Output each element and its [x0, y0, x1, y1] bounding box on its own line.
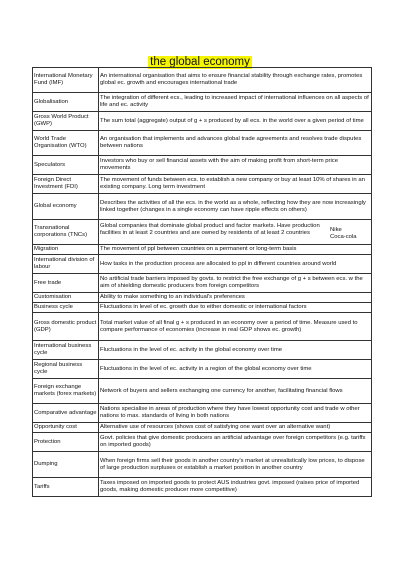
definition-cell: [99, 68, 372, 93]
example-item: Coca-cola: [330, 234, 357, 240]
table-row: [33, 341, 372, 360]
term-cell: Globalisation: [33, 93, 99, 112]
term-cell: Gross domestic product (GDP): [33, 313, 99, 341]
table-row: [33, 404, 372, 423]
table-row: [33, 194, 372, 220]
definition-text: The movement of funds between ecs. to establish a new company or buy at least 10% of shares in an existing company. Long term investment: [100, 177, 365, 190]
definition-cell: [99, 194, 372, 220]
term-cell: World Trade Organisation (WTO): [33, 131, 99, 156]
term-cell: Protection: [33, 433, 99, 452]
term-cell: Migration: [33, 245, 99, 255]
definition-cell: [99, 220, 372, 245]
definition-text: Total market value of all final g + s produced in an economy over a period of time. Measure used to compare performance of economies (increase in real GDP shows ec. growth): [100, 319, 358, 333]
definition-text: The sum total (aggregate) output of g + s produced by all ecs. in the world over a given period of time: [100, 117, 364, 124]
definition-cell: [99, 156, 372, 175]
definition-text: The movement of ppl between countries on a permanent or long-term basis: [100, 246, 297, 253]
definition-cell: [99, 131, 372, 156]
table-row: [33, 293, 372, 303]
table-row: [33, 360, 372, 379]
table-row: [33, 313, 372, 341]
table-row: [33, 175, 372, 194]
definition-text: Govt. policies that give domestic producers an artificial advantage over foreign competitors (e.g. tariffs on imported goods): [100, 435, 366, 448]
term-cell: Speculators: [33, 156, 99, 175]
table-row: [33, 274, 372, 293]
definition-cell: [99, 293, 372, 303]
definition-cell: [99, 433, 372, 452]
term-cell: International division of labour: [33, 255, 99, 274]
term-cell: International business cycle: [33, 341, 99, 360]
definition-text: Fluctuations in the level of ec. activity in the global economy over time: [100, 346, 283, 353]
glossary-table: [32, 67, 372, 497]
term-cell: Transnational corporations (TNCs): [33, 220, 99, 245]
table-row: [33, 220, 372, 245]
definition-cell: [99, 245, 372, 255]
definition-cell: [99, 379, 372, 404]
definition-text: Describes the activities of all the ecs. in the world as a whole, reflecting how they are now increasingly linked together (changes in a single economy can have ripple effects on others): [100, 199, 366, 213]
table-row: [33, 255, 372, 274]
definition-cell: [99, 93, 372, 112]
definition-text: Taxes imposed on imported goods to protect AUS industries govt. imposed (raises price of imported goods, making domestic producer more competitive): [100, 480, 360, 493]
definition-cell: [99, 452, 372, 478]
definition-cell: [99, 478, 372, 497]
definition-cell: [99, 360, 372, 379]
term-cell: Regional business cycle: [33, 360, 99, 379]
table-row: [33, 112, 372, 131]
definition-text: When foreign firms sell their goods in another country's market at unrealistically low prices, to dispose of large production surpluses or establish a market position in another country: [100, 457, 365, 471]
definition-text: Global companies that dominate global product and factor markets. Have production facilities in at least 2 countries and are owned by residents of at least 2 countries: [100, 223, 320, 236]
definition-cell: [99, 341, 372, 360]
term-cell: Global economy: [33, 194, 99, 220]
term-cell: Customisation: [33, 293, 99, 303]
definition-text: Nations specialise in areas of production where they have lowest opportunity cost and trade w other nations to max. standards of living in both nations: [100, 406, 360, 419]
definition-cell: [99, 404, 372, 423]
definition-text: Network of buyers and sellers exchanging one currency for another, facilitating financial flows: [100, 387, 343, 394]
definition-cell: [99, 255, 372, 274]
term-cell: International Monetary Fund (IMF): [33, 68, 99, 93]
table-row: [33, 156, 372, 175]
term-cell: Opportunity cost: [33, 423, 99, 433]
term-cell: Business cycle: [33, 303, 99, 313]
table-row: [33, 93, 372, 112]
definition-cell: [99, 313, 372, 341]
definition-cell: [99, 423, 372, 433]
table-row: [33, 478, 372, 497]
term-cell: Comparative advantage: [33, 404, 99, 423]
term-cell: Gross World Product (GWP): [33, 112, 99, 131]
definition-cell: [99, 175, 372, 194]
table-row: [33, 245, 372, 255]
definition-text: Investors who buy or sell financial assets with the aim of making profit from short-term price movements: [100, 158, 339, 171]
examples-note: [326, 223, 370, 241]
page-title: the global economy: [150, 56, 250, 68]
term-cell: Foreign Direct Investment (FDI): [33, 175, 99, 194]
definition-text: Fluctuations in the level of ec. activity in a region of the global economy over time: [100, 365, 312, 372]
definition-text: The integration of different ecs., leading to increased impact of international influences on all aspects of life and ec. activity: [100, 95, 369, 108]
table-row: [33, 303, 372, 313]
definition-cell: [99, 112, 372, 131]
definition-text: No artificial trade barriers imposed by govts. to restrict the free exchange of g + s between ecs. w the aim of shielding domestic producers from foreign competitors: [100, 276, 363, 289]
glossary-body: [33, 68, 372, 497]
definition-cell: [99, 303, 372, 313]
example-item: Nike: [330, 227, 342, 234]
term-cell: Free trade: [33, 274, 99, 293]
definition-text: Fluctuations in level of ec. growth due to either domestic or international factors: [100, 304, 307, 311]
definition-text: Ability to make something to an individual's preferences: [100, 294, 245, 301]
table-row: [33, 379, 372, 404]
definition-cell: [99, 274, 372, 293]
definition-text: How tasks in the production process are allocated to ppl in different countries around world: [100, 260, 337, 267]
definition-text: An international organisation that aims to ensure financial stability through exchange rates, promotes global ec. growth and encourages international trade: [100, 73, 363, 86]
definition-text: An organisation that implements and advances global trade agreements and resolves trade disputes between nations: [100, 136, 362, 149]
term-cell: Dumping: [33, 452, 99, 478]
definition-text: Alternative use of resources (shows cost of satisfying one want over an alternative want): [100, 424, 331, 431]
term-cell: Foreign exchange markets (forex markets): [33, 379, 99, 404]
table-row: [33, 423, 372, 433]
table-row: [33, 131, 372, 156]
table-row: [33, 433, 372, 452]
term-cell: Tariffs: [33, 478, 99, 497]
table-row: [33, 68, 372, 93]
table-row: [33, 452, 372, 478]
